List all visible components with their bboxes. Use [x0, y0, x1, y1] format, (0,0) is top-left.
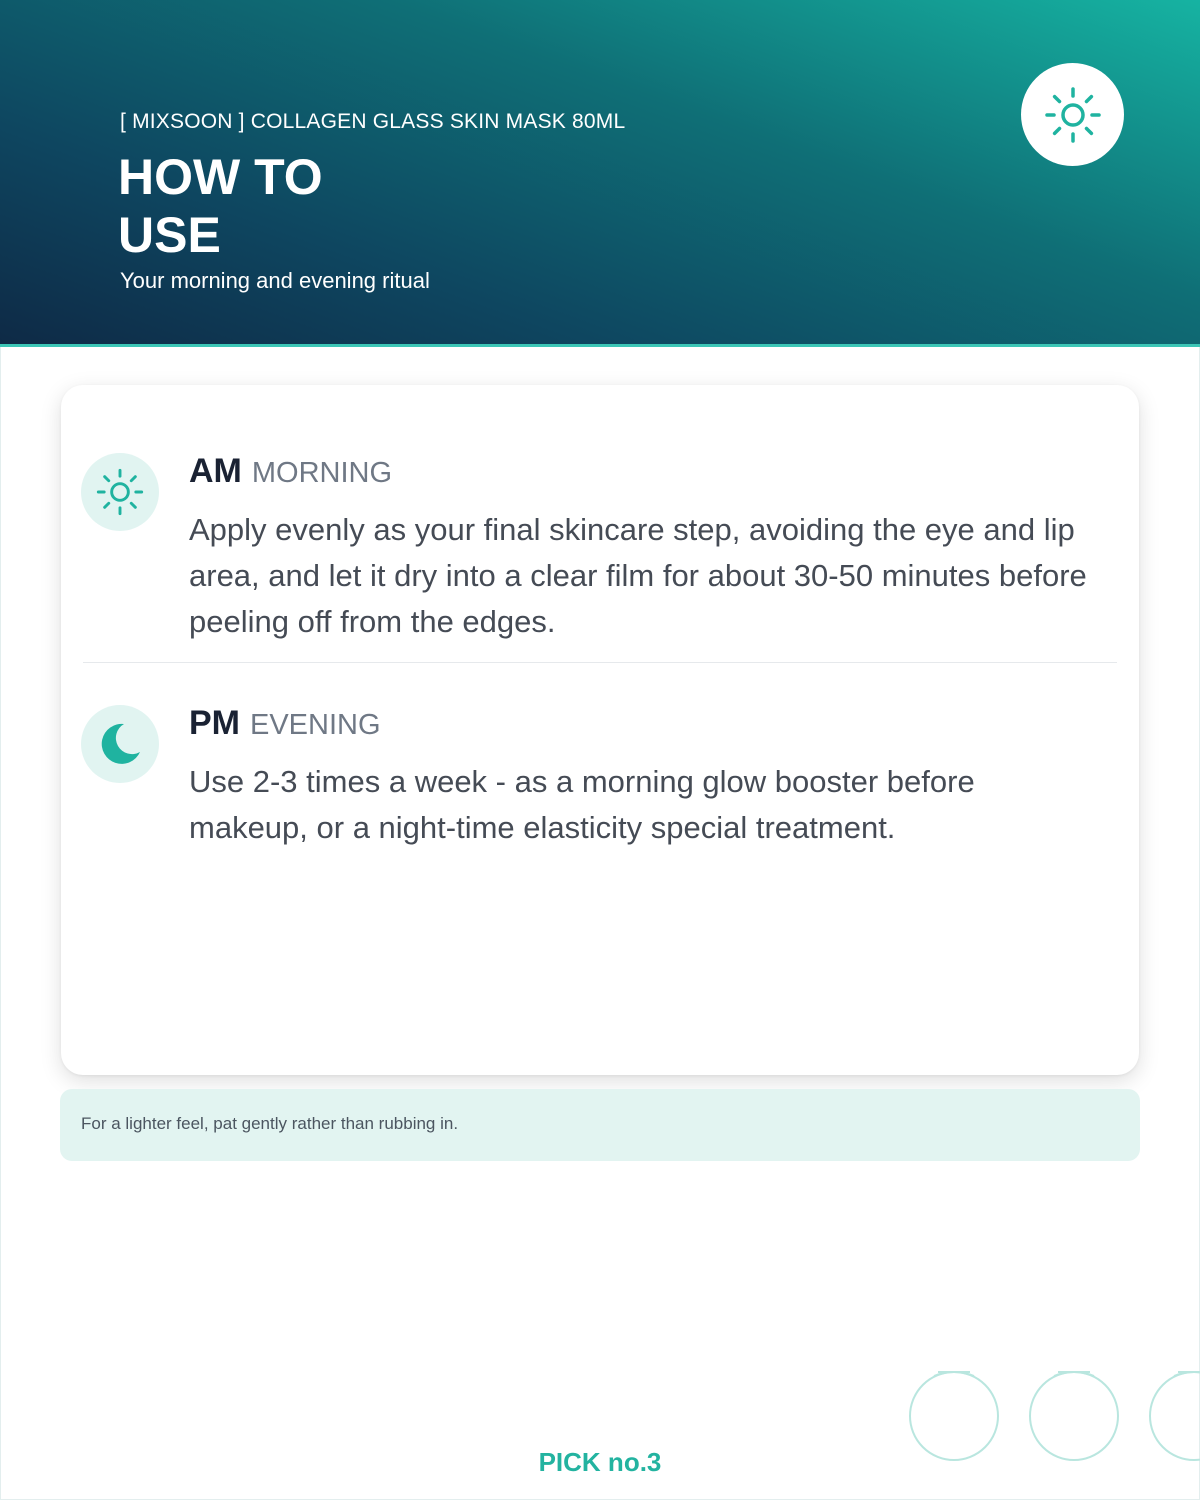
- tip-banner: [60, 1089, 1140, 1161]
- title-line-1: HOW TO: [118, 149, 323, 205]
- am-code: AM: [189, 452, 242, 490]
- am-icon-badge: [81, 453, 159, 531]
- row-divider: [83, 662, 1117, 663]
- routine-card: [61, 385, 1139, 1075]
- sun-icon: [1043, 85, 1103, 145]
- am-label: MORNING: [251, 457, 393, 489]
- pm-label: EVENING: [250, 709, 381, 741]
- header-sun-badge: [1021, 63, 1124, 166]
- pick-number: PICK no.3: [538, 1447, 662, 1477]
- am-instructions: Apply evenly as your final skincare step, avoiding the eye and lip area, and let it dry into a clear film for about 30-50 minutes before peeling off from the edges.: [189, 512, 1087, 639]
- pm-icon-badge: [81, 705, 159, 783]
- page-subtitle: Your morning and evening ritual: [120, 268, 430, 293]
- pm-heading: [189, 703, 381, 745]
- page-header: [0, 0, 1200, 347]
- tip-text: For a lighter feel, pat gently rather than rubbing in.: [81, 1114, 459, 1133]
- moon-icon: [94, 718, 146, 770]
- pm-instructions: Use 2-3 times a week - as a morning glow booster before makeup, or a night-time elasticity special treatment.: [189, 764, 975, 845]
- pm-code: PM: [189, 704, 240, 742]
- product-name: [ MIXSOON ] COLLAGEN GLASS SKIN MASK 80ML: [120, 110, 626, 133]
- page-title: [118, 148, 538, 264]
- am-heading: [189, 451, 392, 493]
- title-line-2: USE: [118, 207, 221, 263]
- sun-icon: [95, 467, 145, 517]
